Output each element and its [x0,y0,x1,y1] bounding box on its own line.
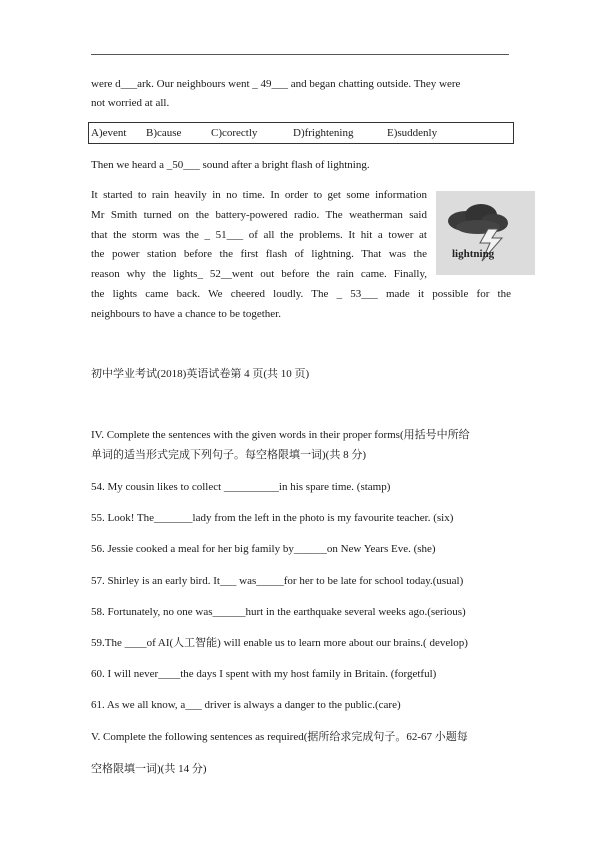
item-54: 54. My cousin likes to collect __________in his spare time. (stamp) [91,481,391,493]
section5-heading-1: V. Complete the following sentences as required(据所给求完成句子。62-67 小题每 [91,731,468,743]
para-line-5: reason why the lights_ 52__went out before the rain came. Finally, [91,268,427,280]
para-line-4: the power station before the first flash of lightning. That was the [91,248,427,260]
option-a: A)event [91,127,127,139]
para-line-1: It started to rain heavily in no time. In order to get some information [91,189,427,201]
option-b: B)cause [146,127,182,139]
para-line-7: neighbours to have a chance to be together. [91,308,281,320]
options-box [88,122,514,144]
para-line-6: the lights came back. We cheered loudly. The _ 53___ made it possible for the [91,288,511,300]
section5-heading-2: 空格限填一词)(共 14 分) [91,763,207,775]
section4-heading-2: 单词的适当形式完成下列句子。每空格限填一词)(共 8 分) [91,449,366,461]
header-rule [91,54,509,55]
para-line-2: Mr Smith turned on the battery-powered radio. The weatherman said [91,209,427,221]
item-58: 58. Fortunately, no one was______hurt in the earthquake several weeks ago.(serious) [91,606,466,618]
item-59: 59.The ____of AI(人工智能) will enable us to learn more about our brains.( develop) [91,637,468,649]
page-footer: 初中学业考试(2018)英语试卷第 4 页(共 10 页) [91,368,310,380]
lightning-label: lightning [452,248,495,260]
lightning-image [436,191,535,275]
passage-line-1: were d___ark. Our neighbours went _ 49___ and began chatting outside. They were [91,78,461,90]
option-d: D)frightening [293,127,354,139]
option-c: C)corectly [211,127,258,139]
passage-line-2: not worried at all. [91,97,170,109]
item-61: 61. As we all know, a___ driver is always a danger to the public.(care) [91,699,401,711]
para-line-3: that the storm was the _ 51___ of all the problems. It hit a tower at [91,229,427,241]
passage-line-3: Then we heard a _50___ sound after a bright flash of lightning. [91,159,370,171]
section4-heading-1: IV. Complete the sentences with the given words in their proper forms(用括号中所给 [91,429,470,441]
item-56: 56. Jessie cooked a meal for her big family by______on New Years Eve. (she) [91,543,436,555]
item-60: 60. I will never____the days I spent with my host family in Britain. (forgetful) [91,668,437,680]
item-55: 55. Look! The_______lady from the left in the photo is my favourite teacher. (six) [91,512,454,524]
option-e: E)suddenly [387,127,438,139]
item-57: 57. Shirley is an early bird. It___ was_____for her to be late for school today.(usual) [91,575,464,587]
